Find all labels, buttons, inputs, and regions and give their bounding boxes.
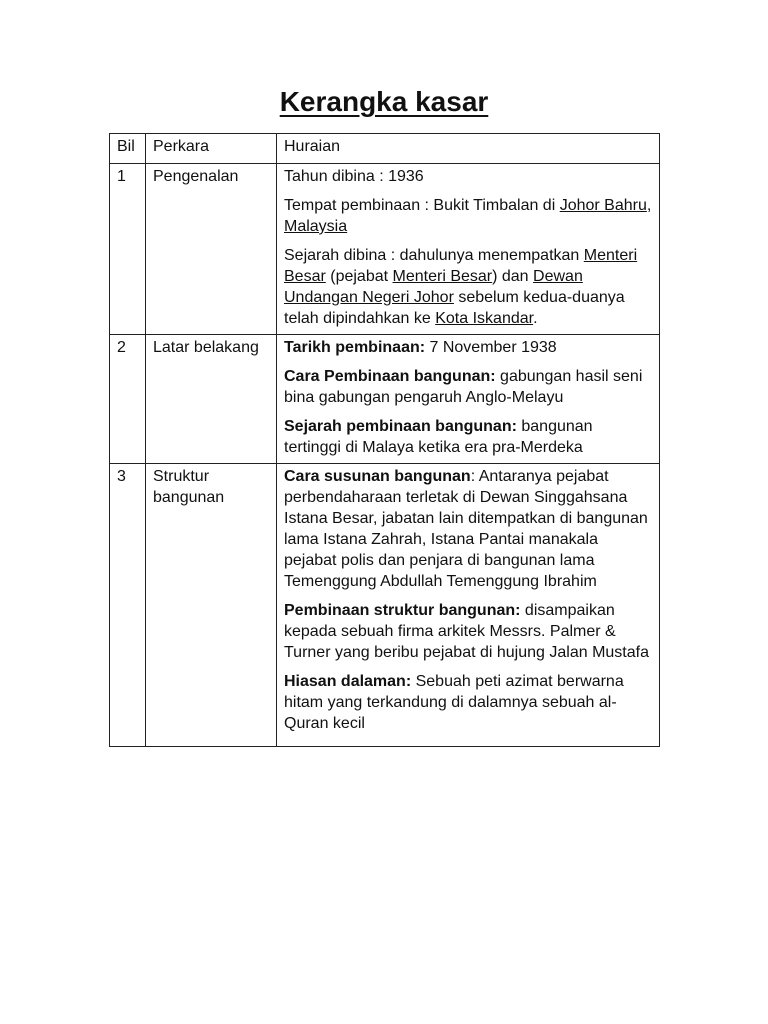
- field-label: Pembinaan struktur bangunan:: [284, 602, 521, 619]
- row-description: [277, 335, 660, 464]
- field-value: 7 November 1938: [425, 339, 557, 356]
- field-value: Sebuah peti azimat berwarna hitam yang terkandung di dalamnya sebuah al-Quran kecil: [284, 673, 624, 732]
- link-dewan-undangan-negeri-johor[interactable]: Dewan Undangan Negeri Johor: [284, 268, 583, 306]
- header-perkara: Perkara: [146, 134, 277, 164]
- row-description: [277, 464, 660, 747]
- table-row: [110, 335, 660, 464]
- field-value: gabungan hasil seni bina gabungan pengaruh Anglo-Melayu: [284, 368, 643, 406]
- year-built-text: Tahun dibina : 1936: [284, 168, 424, 185]
- description-paragraph: [284, 337, 653, 358]
- link-kota-iskandar[interactable]: Kota Iskandar: [435, 310, 534, 327]
- header-bil: Bil: [110, 134, 146, 164]
- document-title: Kerangka kasar: [279, 86, 489, 117]
- history-text: .: [533, 310, 538, 327]
- history-text: Sejarah dibina : dahulunya menempatkan: [284, 247, 584, 264]
- link-menteri-besar-office[interactable]: Menteri Besar: [392, 268, 493, 285]
- table-row: [110, 464, 660, 747]
- row-topic: Latar belakang: [146, 335, 277, 464]
- history-text: ) dan: [492, 268, 534, 285]
- field-label: Cara Pembinaan bangunan:: [284, 368, 496, 385]
- description-paragraph: [284, 416, 653, 458]
- location-text: Tempat pembinaan : Bukit Timbalan di: [284, 197, 560, 214]
- description-paragraph: [284, 195, 653, 237]
- field-label: Cara susunan bangunan: [284, 468, 471, 485]
- description-paragraph: [284, 466, 653, 592]
- row-topic: Pengenalan: [146, 164, 277, 335]
- description-paragraph: [284, 671, 653, 734]
- separator-text: ,: [646, 197, 652, 214]
- field-value: : Antaranya pejabat perbendaharaan terletak di Dewan Singgahsana Istana Besar, jabatan lain ditempatkan di bangunan lama Istana Zahrah, Istana Pantai manakala pejabat polis dan penjara di bangunan lama Temenggung Abdullah Temenggung Ibrahim: [284, 468, 648, 590]
- row-number: 3: [110, 464, 146, 747]
- table-row: [110, 164, 660, 335]
- field-value: bangunan tertinggi di Malaya ketika era pra-Merdeka: [284, 418, 593, 456]
- outline-table: [109, 133, 660, 747]
- history-text: (pejabat: [325, 268, 393, 285]
- description-paragraph: [284, 166, 653, 187]
- history-text: sebelum kedua-duanya telah dipindahkan ke: [284, 289, 625, 327]
- row-description: [277, 164, 660, 335]
- link-johor-bahru[interactable]: Johor Bahru: [559, 197, 647, 214]
- table-header-row: [110, 134, 660, 164]
- link-malaysia[interactable]: Malaysia: [284, 218, 348, 235]
- field-label: Sejarah pembinaan bangunan:: [284, 418, 517, 435]
- row-topic: Struktur bangunan: [146, 464, 277, 747]
- description-paragraph: [284, 245, 653, 329]
- link-menteri-besar[interactable]: Menteri Besar: [284, 247, 638, 285]
- field-label: Tarikh pembinaan:: [284, 339, 426, 356]
- row-number: 1: [110, 164, 146, 335]
- description-paragraph: [284, 600, 653, 663]
- header-huraian: Huraian: [277, 134, 660, 164]
- description-paragraph: [284, 366, 653, 408]
- field-label: Hiasan dalaman:: [284, 673, 412, 690]
- row-number: 2: [110, 335, 146, 464]
- field-value: disampaikan kepada sebuah firma arkitek Messrs. Palmer & Turner yang beribu pejabat di hujung Jalan Mustafa: [284, 602, 649, 661]
